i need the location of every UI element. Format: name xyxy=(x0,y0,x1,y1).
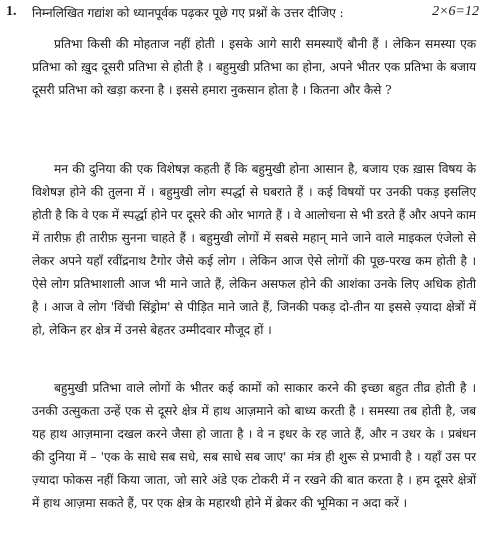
passage-paragraph-3: बहुमुखी प्रतिभा वाले लोगों के भीतर कई कामों को साकार करने की इच्छा बहुत तीव्र होती है । उनकी उत्सुकता उन्हें एक से दूसरे क्षेत्र में हाथ आज़माने को बाध्य करती है । समस्या तब होती है, जब यह हाथ आज़माना दखल करने जैसा हो जाता है । वे न इधर के रह जाते हैं, और न उधर के । प्रबंधन की दुनिया में – 'एक के साधे सब सधे, सब साधे सब जाए' का मंत्र ही शुरू से प्रभावी है । यहाँ उस पर ज़्यादा फोकस नहीं किया जाता, जो सारे अंडे एक टोकरी में न रखने की बात करता है । हम दूसरे क्षेत्रों में हाथ आज़मा सकते हैं, पर एक क्षेत्र के महारथी होने में ब्रेकर की भूमिका न अदा करें । xyxy=(32,381,476,510)
passage-paragraph-2: मन की दुनिया की एक विशेषज्ञ कहती हैं कि बहुमुखी होना आसान है, बजाय एक ख़ास विषय के विशेषज्ञ होने की तुलना में । बहुमुखी लोग स्पर्द्धा से घबराते हैं । कई विषयों पर उनकी पकड़ इसलिए होती है कि वे एक में स्पर्द्धा होने पर दूसरे की ओर भागते हैं । वे आलोचना से भी डरते हैं और अपने काम में तारीफ़ ही तारीफ़ सुनना चाहते हैं । बहुमुखी लोगों में सबसे महान् माने जाने वाले माइकल एंजेलो से लेकर अपने यहाँ रवींद्रनाथ टैगोर जैसे कई लोग । लेकिन आज ऐसे लोगों की पूछ-परख कम होती है । ऐसे लोग प्रतिभाशाली आज भी माने जाते हैं, लेकिन असफल होने की आशंका उनके लिए अधिक होती है । आज वे लोग 'विंची सिंड्रोम' से पीड़ित माने जाते हैं, जिनकी पकड़ दो-तीन या इससे ज़्यादा क्षेत्रों में हो, लेकिन हर क्षेत्र में उनसे बेहतर उम्मीदवार मौजूद हों । xyxy=(32,162,476,337)
marks-allocation: 2×6=12 xyxy=(432,4,479,19)
question-number: 1. xyxy=(6,4,17,19)
question-instruction: निम्नलिखित गद्यांश को ध्यानपूर्वक पढ़कर पूछे गए प्रश्नों के उत्तर दीजिए : xyxy=(32,6,344,20)
passage-paragraph-1: प्रतिभा किसी की मोहताज नहीं होती । इसके आगे सारी समस्याएँ बौनी हैं । लेकिन समस्या एक प्रतिभा को ख़ुद दूसरी प्रतिभा से होती है । बहुमुखी प्रतिभा का होना, अपने भीतर एक प्रतिभा के बजाय दूसरी प्रतिभा को खड़ा करना है । इससे हमारा नुकसान होता है । कितना और कैसे ? xyxy=(32,37,476,97)
